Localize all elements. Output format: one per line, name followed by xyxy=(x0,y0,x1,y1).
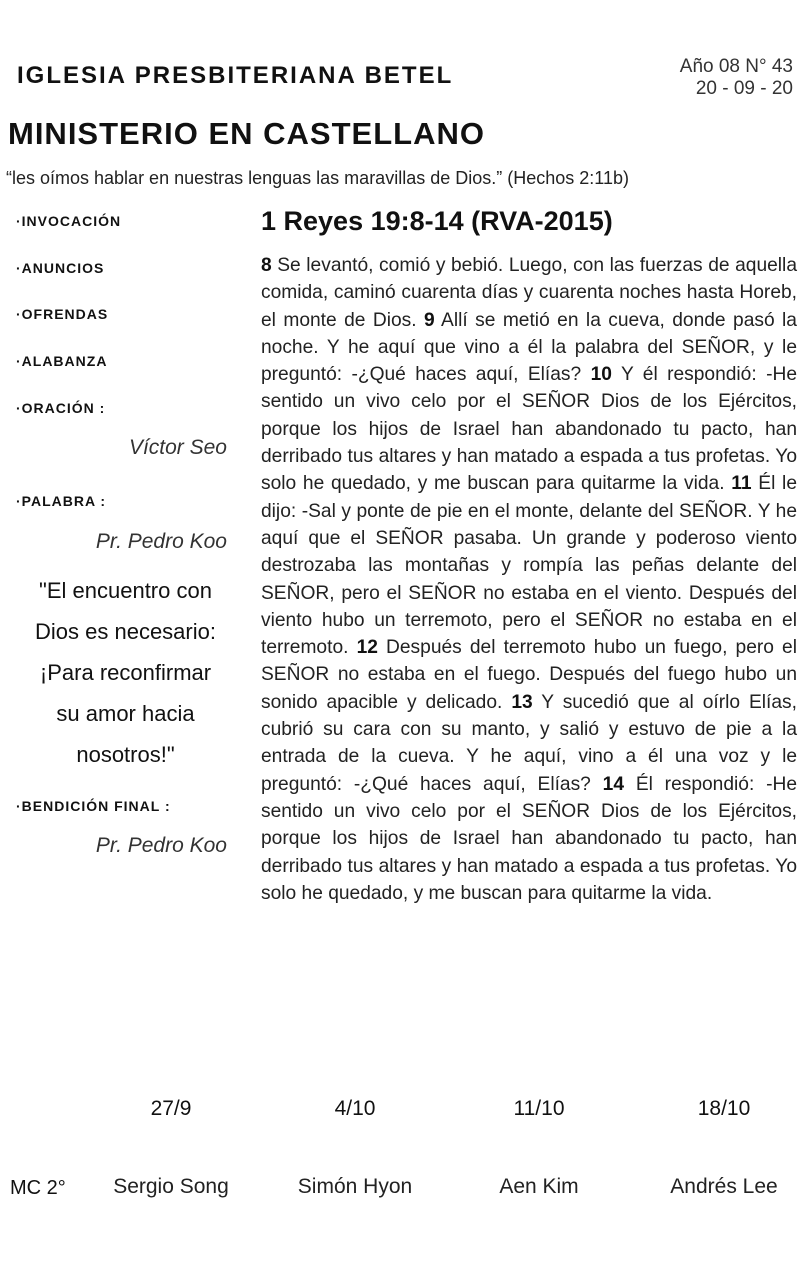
order-bendicion: ·BENDICIÓN FINAL : xyxy=(16,798,171,814)
order-invocacion: ·INVOCACIÓN xyxy=(16,213,122,229)
quote-line: "El encuentro con xyxy=(39,578,212,603)
ministry-title: MINISTERIO EN CASTELLANO xyxy=(8,116,485,151)
bendicion-person: Pr. Pedro Koo xyxy=(95,834,227,857)
issue-date: 20 - 09 - 20 xyxy=(695,78,793,99)
quote-line: ¡Para reconfirmar xyxy=(39,660,212,685)
palabra-person: Pr. Pedro Koo xyxy=(95,530,227,553)
order-ofrendas: ·OFRENDAS xyxy=(16,306,109,322)
schedule-date: 4/10 xyxy=(334,1097,376,1120)
schedule-name: Aen Kim xyxy=(499,1175,579,1198)
quote-line: Dios es necesario: xyxy=(35,619,216,644)
verse-text: Él le dijo: -Sal y ponte de pie en el monte, delante del SEÑOR. Y he aquí que el SEÑOR pasaba. Un grande y poderoso viento destrozaba las montañas y rompía las peñas delante del SEÑOR, pero el SEÑOR no estaba en el viento. Después del viento hubo un terremoto, pero el SEÑOR no estaba en el terremoto. xyxy=(261,473,797,659)
verse-number: 12 xyxy=(356,637,378,659)
issue-number: Año 08 N° 43 xyxy=(679,56,793,77)
order-anuncios: ·ANUNCIOS xyxy=(16,260,105,276)
schedule-date: 27/9 xyxy=(150,1097,192,1120)
verse-number: 11 xyxy=(731,473,752,495)
oracion-person: Víctor Seo xyxy=(128,436,227,459)
scripture-text xyxy=(261,252,797,907)
quote-line: nosotros!" xyxy=(76,742,175,767)
issue-info xyxy=(680,56,793,100)
schedule-name: Sergio Song xyxy=(113,1175,229,1198)
order-palabra: ·PALABRA : xyxy=(16,493,107,509)
quote-line: su amor hacia xyxy=(56,701,195,726)
verse-number: 8 xyxy=(261,255,272,276)
sermon-quote xyxy=(8,570,243,775)
schedule-name: Andrés Lee xyxy=(670,1175,778,1198)
order-alabanza: ·ALABANZA xyxy=(16,353,108,369)
church-name: IGLESIA PRESBITERIANA BETEL xyxy=(17,62,454,89)
schedule-label: MC 2° xyxy=(10,1177,66,1199)
verse-number: 10 xyxy=(590,364,612,386)
scripture-reference: 1 Reyes 19:8-14 (RVA-2015) xyxy=(261,206,613,236)
verse-number: 9 xyxy=(424,309,435,331)
schedule-name: Simón Hyon xyxy=(297,1175,413,1198)
verse-text: Y él respondió: -He sentido un vivo celo por el SEÑOR Dios de los Ejércitos, porque los hijos de Israel han abandonado tu pacto, han derribado tus altares y han matado a espada a tus profetas. Yo solo he quedado, y me buscan para quitarme la vida. xyxy=(261,364,797,495)
verse-text: Él respondió: -He sentido un vivo celo por el SEÑOR Dios de los Ejércitos, porque los hijos de Israel han abandonado tu pacto, han derribado tus altares y han matado a espada a tus profetas. Yo solo he quedado, y me buscan para quitarme la vida. xyxy=(261,773,797,904)
verse-text: Después del terremoto hubo un fuego, pero el SEÑOR no estaba en el fuego. Después del fuego hubo un sonido apacible y delicado. xyxy=(261,637,797,713)
motto: “les oímos hablar en nuestras lenguas las maravillas de Dios.” (Hechos 2:11b) xyxy=(6,168,629,188)
order-oracion: ·ORACIÓN : xyxy=(16,400,106,416)
verse-text: Y sucedió que al oírlo Elías, cubrió su cara con su manto, y salió y estuvo de pie a la entrada de la cueva. Y he aquí, vino a él una voz y le preguntó: -¿Qué haces aquí, Elías? xyxy=(261,691,797,795)
verse-number: 14 xyxy=(602,773,625,795)
schedule-date: 11/10 xyxy=(513,1097,565,1120)
verse-number: 13 xyxy=(511,691,533,713)
verse-text: Allí se metió en la cueva, donde pasó la noche. Y he aquí que vino a él la palabra del SEÑOR, y le preguntó: -¿Qué haces aquí, Elías? xyxy=(261,309,797,386)
schedule-date: 18/10 xyxy=(697,1097,751,1120)
verse-text: Se levantó, comió y bebió. Luego, con las fuerzas de aquella comida, caminó cuarenta días y cuarenta noches hasta Horeb, el monte de Dios. xyxy=(261,255,797,331)
